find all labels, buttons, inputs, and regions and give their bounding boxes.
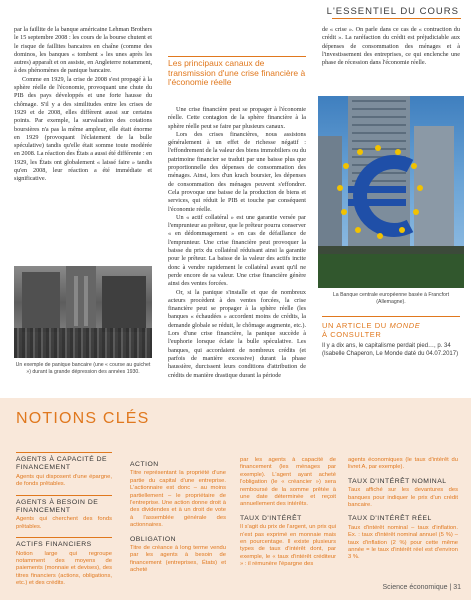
notion-definition: Il s'agit du prix de l'argent, un prix qui n'est pas exprimé en monnaie mais en pourcentage. Il existe plusieurs types de taux d'intérêt dont, par exemple, le « taux d'intérêt créditeur » : il rémunère l'épargne des (240, 524, 336, 568)
notion-definition: Notion large qui regroupe notamment des moyens de paiements (monnaie et devises), des titres financiers (actions, obligations, etc.) et des crédits. (16, 550, 112, 587)
notion-term: AGENTS À CAPACITÉ DE FINANCEMENT (16, 456, 108, 472)
section-title: Les principaux canaux de transmission d'une crise financière à l'économie réelle (168, 58, 306, 87)
notion-definition: Agents qui disposent d'une épargne, de fonds prêtables. (16, 473, 112, 488)
right-column-text (322, 26, 460, 67)
ecb-caption: La Banque centrale européenne basée à Francfort (Allemagne). (332, 292, 450, 305)
article-heading-line2: À CONSULTER (322, 330, 382, 339)
notions-column-4 (348, 456, 458, 568)
bank-panic-photo (14, 266, 152, 358)
notion-term: TAUX D'INTÉRÊT (240, 514, 302, 522)
notion-term: OBLIGATION (130, 535, 177, 543)
notions-title: NOTIONS CLÉS (16, 410, 150, 427)
page-footer: Science économique | 31 (382, 584, 461, 591)
left-paragraph-1: par la faillite de la banque américaine Lehman Brothers le 15 septembre 2008 : les cours de la bourse chutent et le risque de faillites bancaires en chaîne (comme des dominos, les banques « tombent » les unes après les autres) apparaît et on assiste, en Angleterre notamment, à des phénomènes de panique bancaire. (14, 26, 152, 75)
notion-definition: agents économiques (le taux d'intérêt du livret A, par exemple). (348, 457, 458, 471)
notion-term: AGENTS À BESOIN DE FINANCEMENT (16, 498, 99, 515)
article-heading (322, 321, 460, 339)
article-rule (322, 316, 460, 317)
notions-column-1 (16, 452, 112, 594)
notion-definition: Taux d'intérêt nominal – taux d'inflation. Ex. : taux d'intérêt nominal annuel (5 %) – taux d'inflation (2 %) pour cette même année = le taux d'intérêt réel est d'environ 3 %. (348, 524, 458, 561)
mid-paragraph-1: Une crise financière peut se propager à l'économie réelle. Cette contagion de la sphère financière à la sphère réelle peut se faire par plusieurs canaux. (168, 106, 306, 130)
middle-column-text (168, 106, 306, 380)
article-box (322, 316, 460, 358)
running-header: L'ESSENTIEL DU COURS (326, 6, 459, 17)
ecb-illustration (318, 96, 464, 288)
notion-definition: Agents qui cherchent des fonds prêtables. (16, 516, 112, 530)
mid-paragraph-4: Or, si la panique s'installe et que de nombreux acteurs procèdent à des ventes forcées, la crise financière peut se propager à la sphère réelle (les banques « échaudées » accordent moins de crédits, la demande globale se réduit, le chômage augmente, etc.). Lors d'une crise financière, la panique succède à l'euphorie lorsque éclate la bulle spéculative. Les banques, qui accordaient de nombreux crédits (et parfois de manière excessive) durant la phase haussière, durcissent leurs conditions d'attribution de crédits de manière drastique durant la période (168, 288, 306, 379)
notion-term: TAUX D'INTÉRÊT NOMINAL (348, 477, 447, 485)
notion-term: TAUX D'INTÉRÊT RÉEL (348, 515, 432, 523)
notion-definition: Titre représentant la propriété d'une partie du capital d'une entreprise. L'actionnaire est donc – au moins partiellement – le propriétaire de l'entreprise. Une action donne droit à des dividendes et à un droit de vote à l'assemblée générale des actionnaires. (130, 470, 226, 529)
notions-column-3 (240, 456, 336, 575)
notion-definition: Taux affiché sur les devantures des banques pour indiquer le prix d'un crédit bancaire. (348, 487, 458, 509)
bank-panic-caption: Un exemple de panique bancaire (une « course au guichet ») durant la grande dépression des années 1930. (15, 362, 151, 375)
mid-paragraph-3: Un « actif collatéral » est une garantie versée par l'emprunteur au prêteur, que le prêteur pourra conserver « en dédommagement » en cas de défaillance de l'emprunteur. Une crise financière peut provoquer la baisse du prix du collatéral réduisant ainsi la garantie pour le prêteur. La baisse de la valeur des actifs incite donc à vendre rapidement le collatéral avant qu'il ne perde encore de sa valeur. Une crise financière génère ainsi des ventes forcées. (168, 213, 306, 288)
section-rule (168, 56, 306, 57)
left-paragraph-2: Comme en 1929, la crise de 2008 s'est propagé à la sphère réelle de l'économie, provoquant une chute du PIB des pays développés et une forte hausse du chômage. S'il y a des similitudes entre les crises de 1929 et de 2008, elles diffèrent aussi sur certains points. Par exemple, la survaluation des cotations boursières n'a pas la même ampleur, elle était énorme en 1929 (provoquant l'éclatement de la bulle spéculative) tandis qu'elle était somme toute modérée en 2008. La réaction des États a aussi été différente : en 1929, les États ont globalement « laissé faire » tandis qu'en 2008, leur réaction a été immédiate et significative. (14, 75, 152, 183)
header-rule (332, 18, 461, 19)
notion-definition: par les agents à capacité de financement (les ménages par exemple). L'agent ayant acheté l'obligation (le « créancier ») sera remboursé de la somme prêtée à une date déterminée et reçoit annuellement des intérêts. (240, 457, 336, 508)
notion-term: ACTIFS FINANCIERS (16, 541, 92, 549)
article-heading-italic: MONDE (389, 321, 421, 330)
notions-column-2 (130, 461, 226, 581)
mid-paragraph-2: Lors des crises financières, nous assistons généralement à un effet de richesse négatif : l'effondrement de la valeur des biens immobiliers ou du patrimoine financier se traduit par une baisse plus que proportionnelle des dépenses de consommation des ménages. Ainsi, lors d'un krach boursier, les dépenses de consommation des ménages peuvent s'effondrer. Cela provoque une baisse de la production de biens et services, qui réduit le PIB et touche par conséquent l'économie réelle. (168, 130, 306, 213)
article-heading-line1: UN ARTICLE DU (322, 321, 387, 330)
notion-term: ACTION (130, 461, 159, 468)
left-column-text (14, 26, 152, 184)
article-body: Il y a dix ans, le capitalisme perdait pied…, p. 34 (Isabelle Chaperon, Le Monde daté du 04.07.2017) (322, 343, 459, 357)
notion-definition: Titre de créance à long terme vendu par les agents à besoin de financement (entreprises, États) et acheté (130, 545, 226, 574)
ecb-photo (318, 96, 464, 288)
right-paragraph-1: de « crise ». On parle dans ce cas de « contraction du crédit ». La raréfaction du crédit est préjudiciable aux dépenses de consommation des ménages et à l'investissement des entreprises, ce qui enclenche une phase de récession dans l'économie réelle. (322, 26, 460, 67)
